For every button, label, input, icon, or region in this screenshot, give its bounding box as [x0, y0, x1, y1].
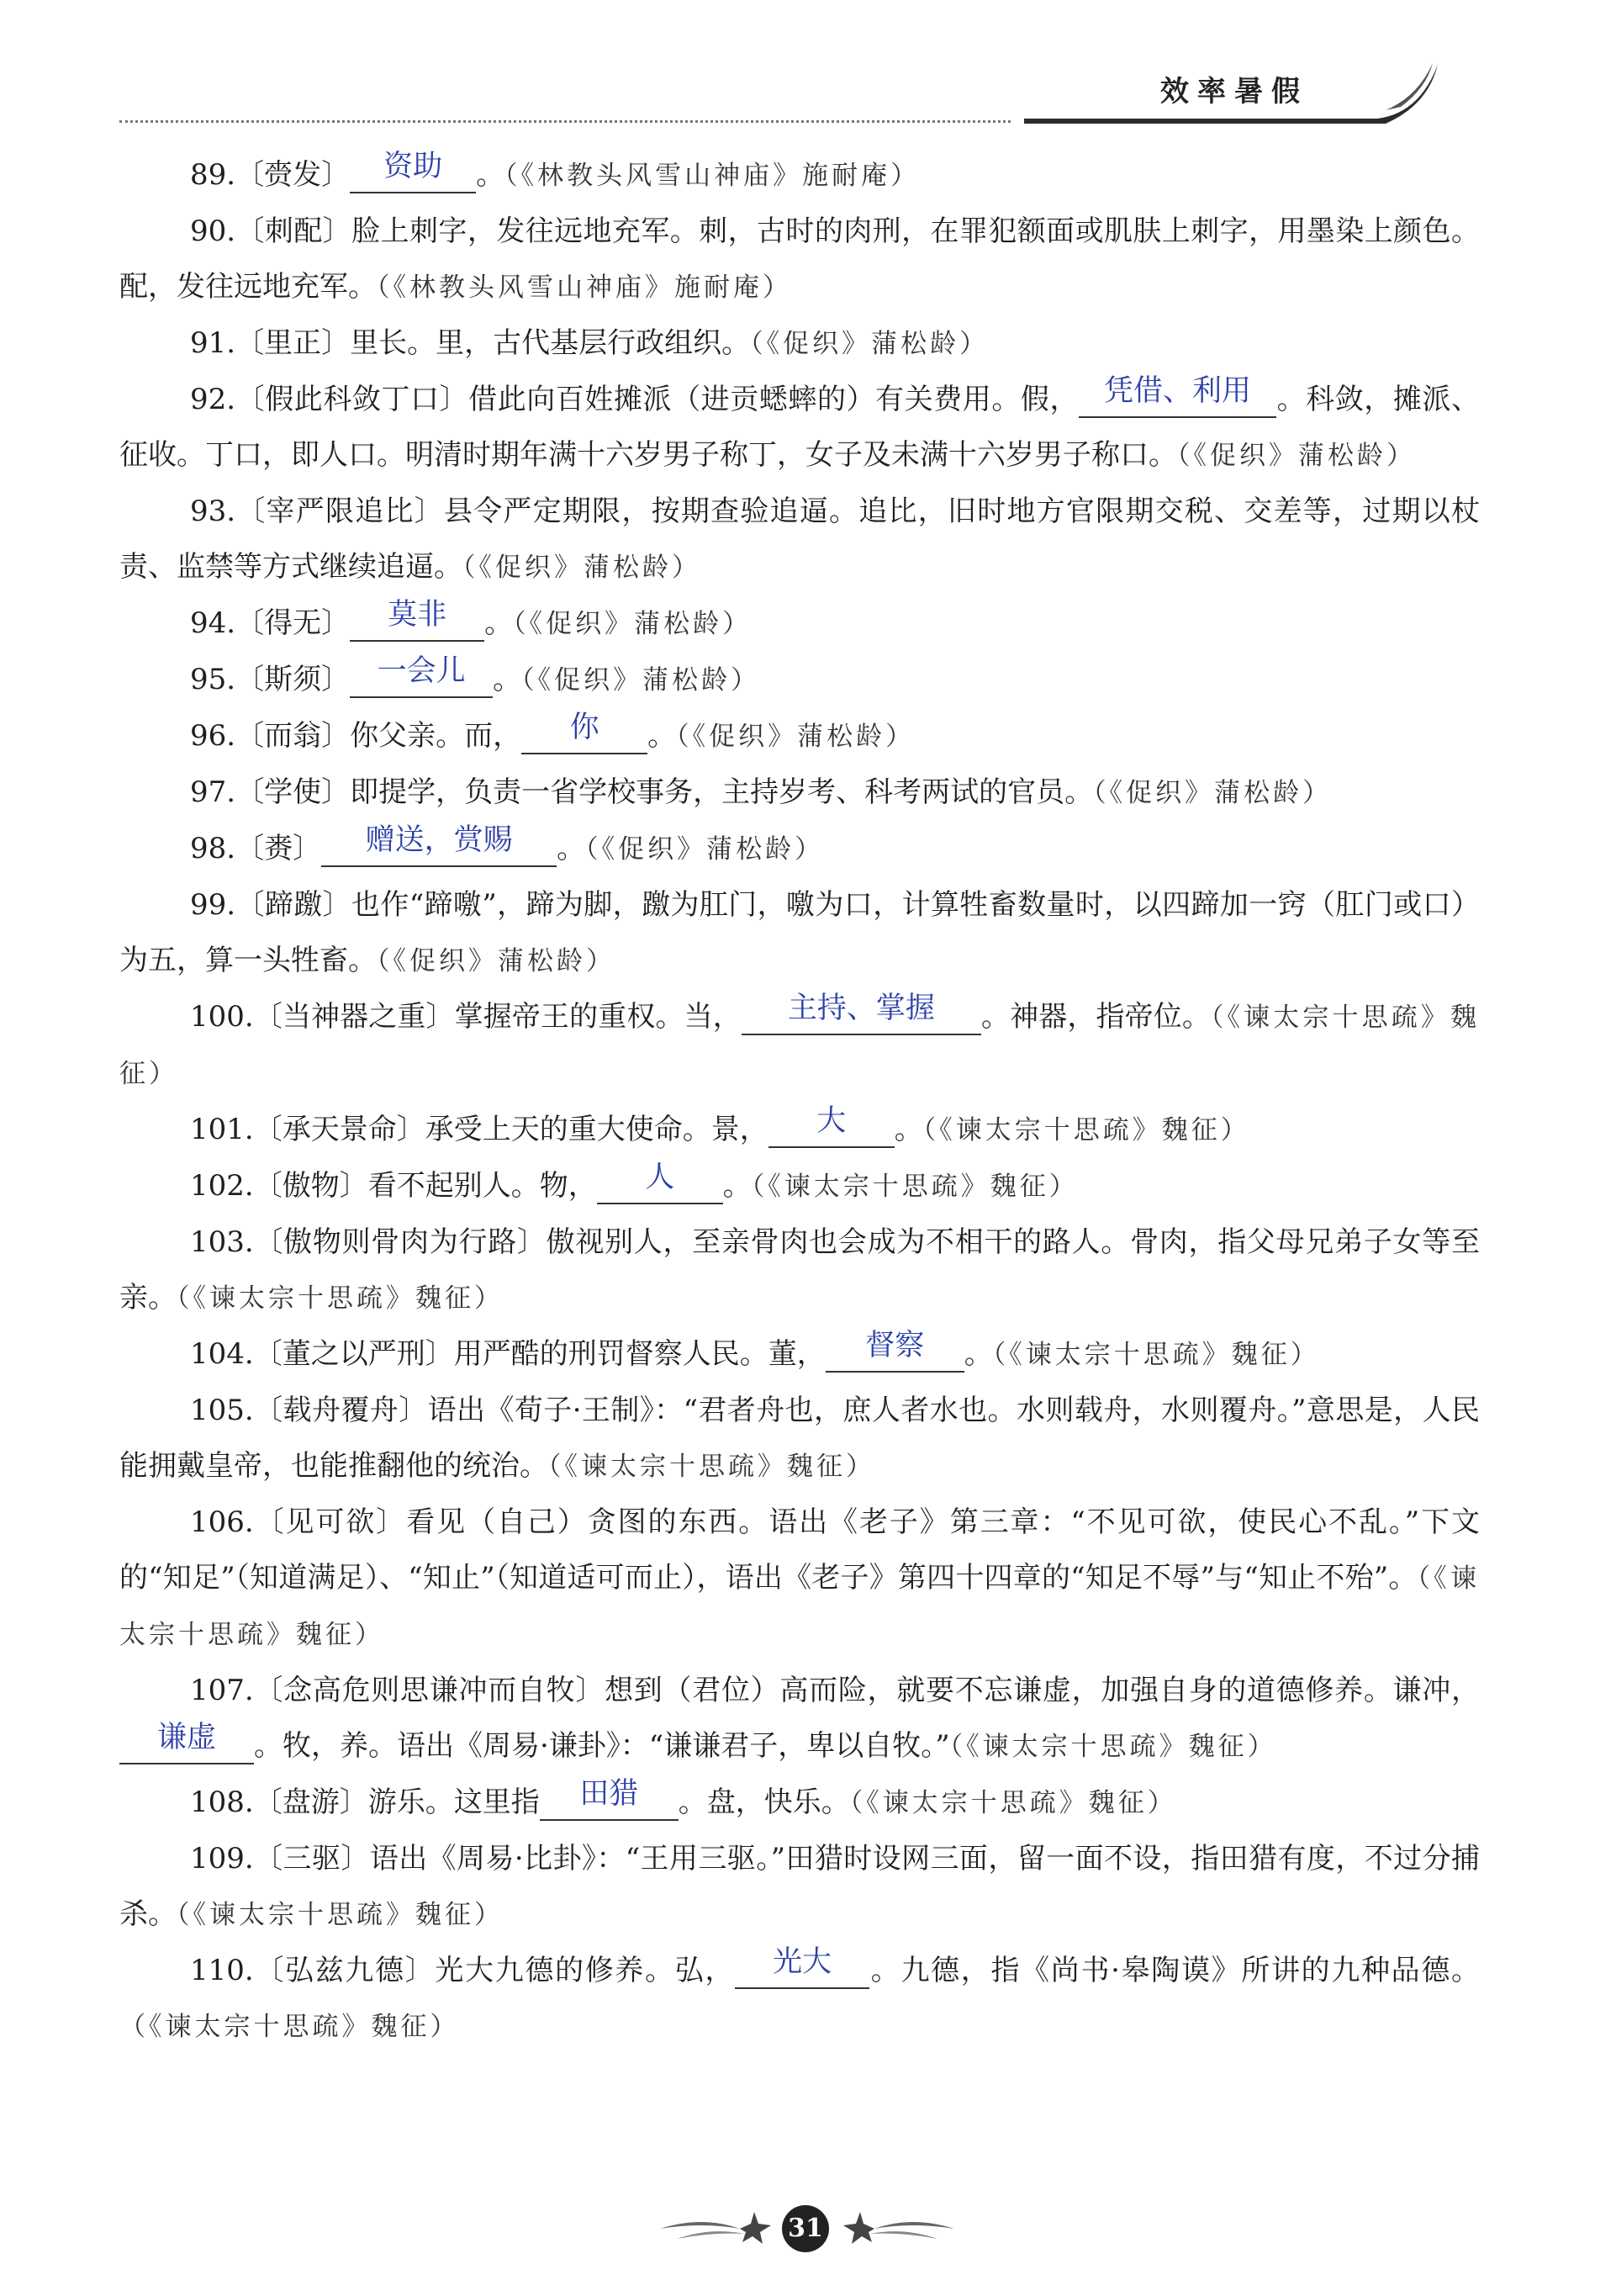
- answer-blank: 督察: [826, 1337, 964, 1373]
- entry-106: 106.〔见可欲〕看见（自己）贪图的东西。语出《老子》第三章：“不见可欲，使民心不乱。”下文的“知足”（知道满足）、“知止”（知道适可而止），语出《老子》第四十四章的“知足不辱”与“知止不殆”。（《谏太宗十思疏》魏征）: [119, 1505, 1480, 1650]
- entry-108: 108.〔盘游〕游乐。这里指 田猎 。盘，快乐。（《谏太宗十思疏》魏征）: [190, 1777, 1177, 1819]
- answer-blank: 光大: [735, 1954, 869, 1989]
- entry-89: 89.〔赍发〕 资助 。（《林教头风雪山神庙》施耐庵）: [190, 150, 921, 192]
- entry-90: 90.〔刺配〕脸上刺字，发往远地充军。刺，古时的肉刑，在罪犯额面或肌肤上刺字，用墨染上颜色。配，发往远地充军。（《林教头风雪山神庙》施耐庵）: [119, 214, 1480, 304]
- answer-blank: 大: [768, 1113, 895, 1148]
- answer-blank: 凭借、利用: [1079, 383, 1276, 418]
- entry-96: 96.〔而翁〕你父亲。而， 你 。（《促织》蒲松龄）: [190, 711, 916, 753]
- header-dotted-rule: [119, 120, 1011, 123]
- entry-93: 93.〔宰严限追比〕县令严定期限，按期查验追逼。追比，旧时地方官限期交税、交差等，过期以杖责、监禁等方式继续追逼。（《促织》蒲松龄）: [119, 495, 1480, 584]
- entry-95: 95.〔斯须〕 一会儿 。（《促织》蒲松龄）: [190, 654, 761, 696]
- entry-104: 104.〔董之以严刑〕用严酷的刑罚督察人民。董， 督察 。（《谏太宗十思疏》魏征）: [190, 1329, 1320, 1371]
- answer-blank: 田猎: [540, 1785, 679, 1821]
- header-banner: [1024, 63, 1444, 124]
- entry-98: 98.〔赉〕 赠送，赏赐 。（《促织》蒲松龄）: [190, 823, 825, 865]
- entry-91: 91.〔里正〕里长。里，古代基层行政组织。（《促织》蒲松龄）: [190, 326, 990, 360]
- entry-100: 100.〔当神器之重〕掌握帝王的重权。当， 主持、掌握 。神器，指帝位。（《谏太宗十思疏》魏征）: [119, 992, 1481, 1089]
- annotation-list: [119, 147, 1480, 2055]
- page-footer: [660, 2195, 954, 2262]
- answer-blank: 人: [597, 1169, 723, 1204]
- entry-103: 103.〔傲物则骨肉为行路〕傲视别人，至亲骨肉也会成为不相干的路人。骨肉，指父母兄弟子女等至亲。（《谏太宗十思疏》魏征）: [119, 1225, 1480, 1315]
- answer-blank: 资助: [350, 158, 476, 193]
- entry-110: 110.〔弘兹九德〕光大九德的修养。弘， 光大 。九德，指《尚书·皋陶谟》所讲的九种品德。（《谏太宗十思疏》魏征）: [119, 1945, 1480, 2042]
- entry-109: 109.〔三驱〕语出《周易·比卦》：“王用三驱。”田猎时设网三面，留一面不设，指田猎有度，不过分捕杀。（《谏太宗十思疏》魏征）: [119, 1842, 1480, 1931]
- entry-94: 94.〔得无〕 莫非 。（《促织》蒲松龄）: [190, 598, 753, 640]
- entry-92: 92.〔假此科敛丁口〕借此向百姓摊派（进贡蟋蟀的）有关费用。假， 凭借、利用 。科敛，摊派、征收。丁口，即人口。明清时期年满十六岁男子称丁，女子及未满十六岁男子称口。（《促织》蒲松龄）: [119, 374, 1481, 472]
- answer-blank: 莫非: [350, 606, 484, 642]
- entry-102: 102.〔傲物〕看不起别人。物， 人 。（《谏太宗十思疏》魏征）: [190, 1161, 1079, 1203]
- answer-blank: 一会儿: [350, 663, 493, 698]
- entry-97: 97.〔学使〕即提学，负责一省学校事务，主持岁考、科考两试的官员。（《促织》蒲松龄）: [190, 775, 1333, 809]
- entry-107: 107.〔念高危则思谦冲而自牧〕想到（君位）高而险，就要不忘谦虚，加强自身的道德修养。谦冲，谦虚 。牧，养。语出《周易·谦卦》：“谦谦君子，卑以自牧。”（《谏太宗十思疏》魏征）: [119, 1663, 1480, 1775]
- entry-105: 105.〔载舟覆舟〕语出《荀子·王制》：“君者舟也，庶人者水也。水则载舟，水则覆舟。”意思是，人民能拥戴皇帝，也能推翻他的统治。（《谏太宗十思疏》魏征）: [119, 1394, 1480, 1483]
- answer-blank: 你: [521, 719, 647, 754]
- answer-blank: 谦虚: [119, 1729, 254, 1764]
- entry-99: 99.〔蹄躈〕也作“蹄噭”，蹄为脚，躈为肛门，噭为口，计算牲畜数量时，以四蹄加一窍（肛门或口）为五，算一头牲畜。（《促织》蒲松龄）: [119, 888, 1480, 977]
- entry-101: 101.〔承天景命〕承受上天的重大使命。景， 大 。（《谏太宗十思疏》魏征）: [190, 1104, 1250, 1146]
- header-title: 效率暑假: [1160, 75, 1308, 108]
- answer-blank: 主持、掌握: [742, 1000, 981, 1035]
- answer-blank: 赠送，赏赐: [321, 832, 557, 867]
- page-number: 31: [782, 2205, 829, 2252]
